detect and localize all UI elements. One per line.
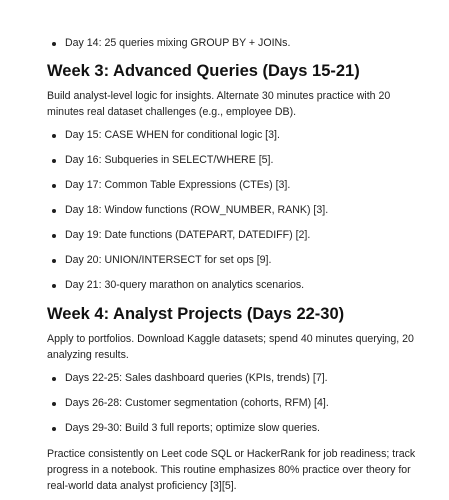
list-item: [47, 396, 421, 410]
list-item-text: Day 16: Subqueries in SELECT/WHERE [5].: [65, 154, 274, 166]
list-item: [47, 278, 421, 292]
closing-paragraph: Practice consistently on Leet code SQL or HackerRank for job readiness; track progress in a notebook. This routine emphasizes 80% practice over theory for real-world data analyst proficiency [3][5].: [47, 448, 416, 492]
list-item-text: Day 20: UNION/INTERSECT for set ops [9].: [65, 254, 272, 266]
bullet-icon: [52, 402, 56, 406]
week4-list: [47, 371, 421, 435]
bullet-icon: [52, 159, 56, 163]
list-item: [47, 228, 421, 242]
bullet-icon: [52, 377, 56, 381]
section-heading-week4: Week 4: Analyst Projects (Days 22-30): [47, 305, 345, 323]
bullet-icon: [52, 284, 56, 288]
list-item-text: Day 19: Date functions (DATEPART, DATEDIFF) [2].: [65, 229, 311, 241]
list-item-text: Day 14: 25 queries mixing GROUP BY + JOINs.: [65, 37, 291, 49]
list-item-text: Days 26-28: Customer segmentation (cohorts, RFM) [4].: [65, 397, 329, 409]
bullet-icon: [52, 184, 56, 188]
bullet-icon: [52, 259, 56, 263]
list-item-text: Day 15: CASE WHEN for conditional logic [3].: [65, 129, 280, 141]
list-item: [47, 178, 421, 192]
list-item: [47, 36, 421, 50]
section-heading-week3: Week 3: Advanced Queries (Days 15-21): [47, 62, 360, 80]
bullet-icon: [52, 134, 56, 138]
bullet-icon: [52, 209, 56, 213]
list-item-text: Day 18: Window functions (ROW_NUMBER, RANK) [3].: [65, 204, 329, 216]
week3-list: [47, 128, 421, 292]
list-item-text: Days 22-25: Sales dashboard queries (KPIs, trends) [7].: [65, 372, 328, 384]
section-intro-week4: Apply to portfolios. Download Kaggle datasets; spend 40 minutes querying, 20 analyzing results.: [47, 333, 414, 361]
bullet-icon: [52, 42, 56, 46]
bullet-icon: [52, 427, 56, 431]
list-item: [47, 253, 421, 267]
list-item-text: Day 17: Common Table Expressions (CTEs) [3].: [65, 179, 291, 191]
list-item: [47, 153, 421, 167]
list-item: [47, 421, 421, 435]
week2-tail-list: [47, 36, 421, 50]
list-item: [47, 203, 421, 217]
list-item-text: Days 29-30: Build 3 full reports; optimize slow queries.: [65, 422, 320, 434]
section-intro-week3: Build analyst-level logic for insights. Alternate 30 minutes practice with 20 minutes real dataset challenges (e.g., employee DB).: [47, 90, 391, 118]
bullet-icon: [52, 234, 56, 238]
list-item: [47, 128, 421, 142]
list-item-text: Day 21: 30-query marathon on analytics scenarios.: [65, 279, 305, 291]
list-item: [47, 371, 421, 385]
